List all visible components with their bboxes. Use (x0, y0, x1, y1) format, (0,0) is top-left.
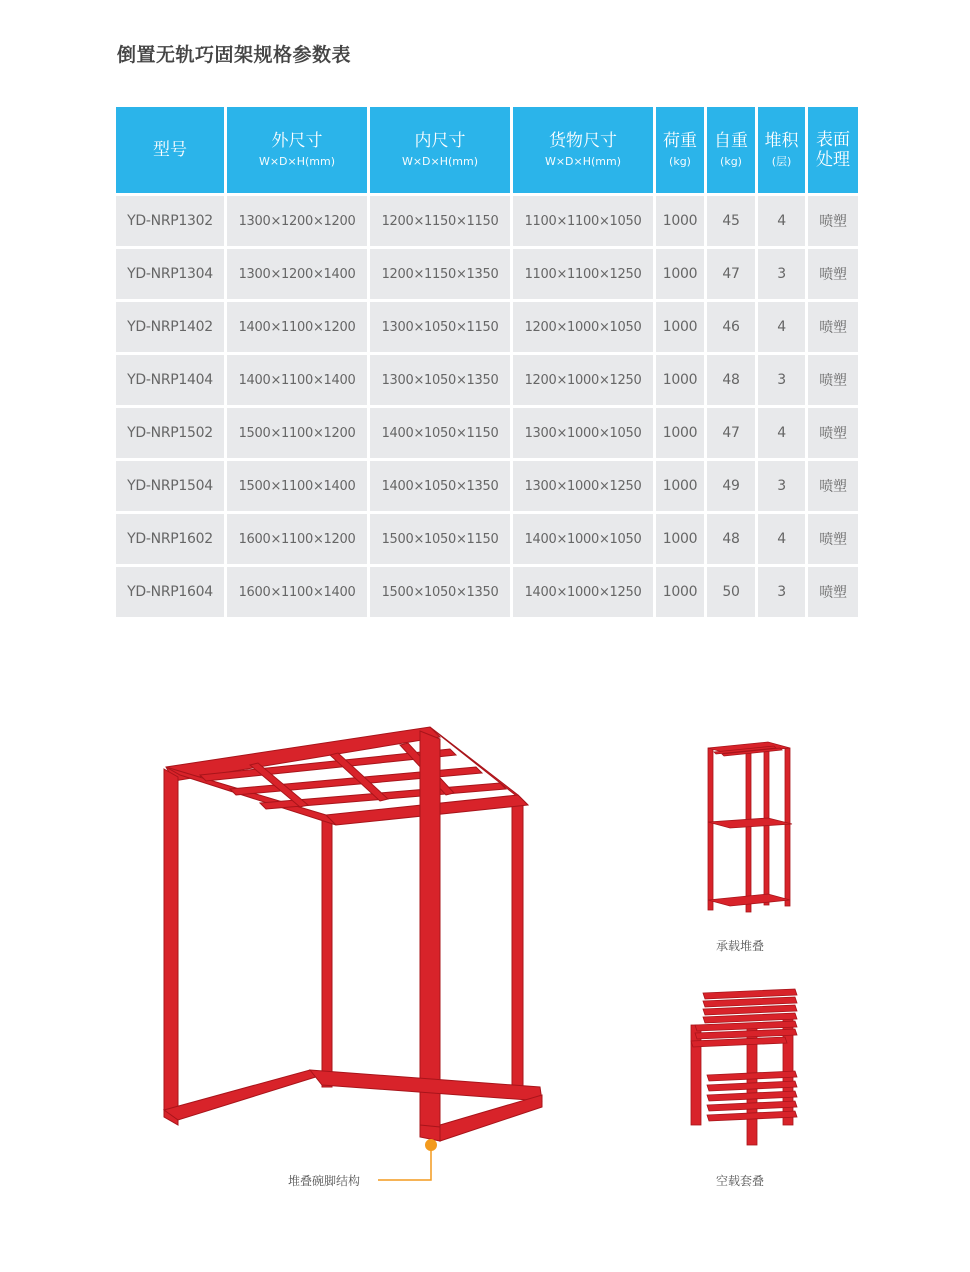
table-cell: 1500×1050×1150 (370, 514, 510, 564)
table-cell: 3 (758, 355, 805, 405)
header-stack: 堆积 (层) (758, 107, 805, 193)
table-cell: 3 (758, 249, 805, 299)
table-row (116, 355, 858, 405)
table-cell: YD-NRP1402 (116, 302, 224, 352)
table-cell: 48 (707, 355, 755, 405)
table-cell: 4 (758, 408, 805, 458)
table-cell: 1400×1000×1050 (513, 514, 653, 564)
table-cell: YD-NRP1404 (116, 355, 224, 405)
table-header-row (116, 107, 858, 193)
header-cargo-size: 货物尺寸 W×D×H(mm) (513, 107, 653, 193)
table-cell: 1300×1200×1400 (227, 249, 367, 299)
page-title: 倒置无轨巧固架规格参数表 (117, 44, 352, 66)
table-cell: YD-NRP1604 (116, 567, 224, 617)
header-load: 荷重 (kg) (656, 107, 704, 193)
table-cell: 喷塑 (808, 355, 858, 405)
table-cell: 1000 (656, 514, 704, 564)
table-cell: 1500×1100×1200 (227, 408, 367, 458)
table-row (116, 408, 858, 458)
header-weight: 自重 (kg) (707, 107, 755, 193)
caption-loaded-stack: 承载堆叠 (716, 939, 765, 953)
table-cell: 1500×1050×1350 (370, 567, 510, 617)
table-cell: 1000 (656, 302, 704, 352)
table-cell: 1300×1000×1050 (513, 408, 653, 458)
table-cell: 1000 (656, 196, 704, 246)
spec-table (113, 104, 861, 620)
loaded-stack-illustration (700, 740, 800, 915)
caption-main: 堆叠碗脚结构 (288, 1174, 361, 1188)
table-cell: 50 (707, 567, 755, 617)
table-cell: 喷塑 (808, 196, 858, 246)
table-cell: 45 (707, 196, 755, 246)
table-cell: 1400×1100×1400 (227, 355, 367, 405)
table-cell: 4 (758, 514, 805, 564)
table-cell: 1300×1000×1250 (513, 461, 653, 511)
table-cell: 1000 (656, 567, 704, 617)
table-cell: 47 (707, 408, 755, 458)
table-cell: YD-NRP1504 (116, 461, 224, 511)
table-cell: 1200×1000×1250 (513, 355, 653, 405)
table-row (116, 461, 858, 511)
table-cell: 3 (758, 461, 805, 511)
table-cell: 1400×1050×1150 (370, 408, 510, 458)
table-row (116, 302, 858, 352)
table-cell: 1300×1050×1150 (370, 302, 510, 352)
table-cell: 1300×1050×1350 (370, 355, 510, 405)
table-cell: 1200×1150×1150 (370, 196, 510, 246)
table-cell: 喷塑 (808, 249, 858, 299)
table-cell: YD-NRP1302 (116, 196, 224, 246)
empty-stack-illustration (685, 985, 810, 1150)
table-cell: 47 (707, 249, 755, 299)
main-frame-illustration (150, 715, 560, 1160)
table-cell: 48 (707, 514, 755, 564)
table-cell: YD-NRP1502 (116, 408, 224, 458)
table-cell: 1200×1150×1350 (370, 249, 510, 299)
header-model: 型号 (116, 107, 224, 193)
table-cell: 1300×1200×1200 (227, 196, 367, 246)
header-outer-size: 外尺寸 W×D×H(mm) (227, 107, 367, 193)
table-cell: 1400×1100×1200 (227, 302, 367, 352)
table-cell: 1000 (656, 355, 704, 405)
table-cell: 喷塑 (808, 514, 858, 564)
table-cell: 1200×1000×1050 (513, 302, 653, 352)
table-row (116, 249, 858, 299)
table-cell: 喷塑 (808, 302, 858, 352)
table-cell: 1100×1100×1050 (513, 196, 653, 246)
table-cell: 1000 (656, 461, 704, 511)
table-cell: 1400×1050×1350 (370, 461, 510, 511)
table-cell: 1100×1100×1250 (513, 249, 653, 299)
caption-empty-stack: 空载套叠 (716, 1174, 765, 1188)
table-cell: 喷塑 (808, 461, 858, 511)
table-cell: 4 (758, 302, 805, 352)
table-cell: 喷塑 (808, 408, 858, 458)
table-cell: 46 (707, 302, 755, 352)
table-cell: 喷塑 (808, 567, 858, 617)
table-cell: YD-NRP1602 (116, 514, 224, 564)
table-cell: 1400×1000×1250 (513, 567, 653, 617)
table-cell: 1600×1100×1400 (227, 567, 367, 617)
header-inner-size: 内尺寸 W×D×H(mm) (370, 107, 510, 193)
table-cell: 1500×1100×1400 (227, 461, 367, 511)
table-cell: 3 (758, 567, 805, 617)
callout-line (370, 1140, 440, 1185)
table-row (116, 567, 858, 617)
table-cell: 49 (707, 461, 755, 511)
table-cell: 1000 (656, 249, 704, 299)
table-cell: 4 (758, 196, 805, 246)
table-row (116, 196, 858, 246)
table-row (116, 514, 858, 564)
table-cell: 1000 (656, 408, 704, 458)
header-surface: 表面处理 (808, 107, 858, 193)
table-cell: YD-NRP1304 (116, 249, 224, 299)
table-cell: 1600×1100×1200 (227, 514, 367, 564)
